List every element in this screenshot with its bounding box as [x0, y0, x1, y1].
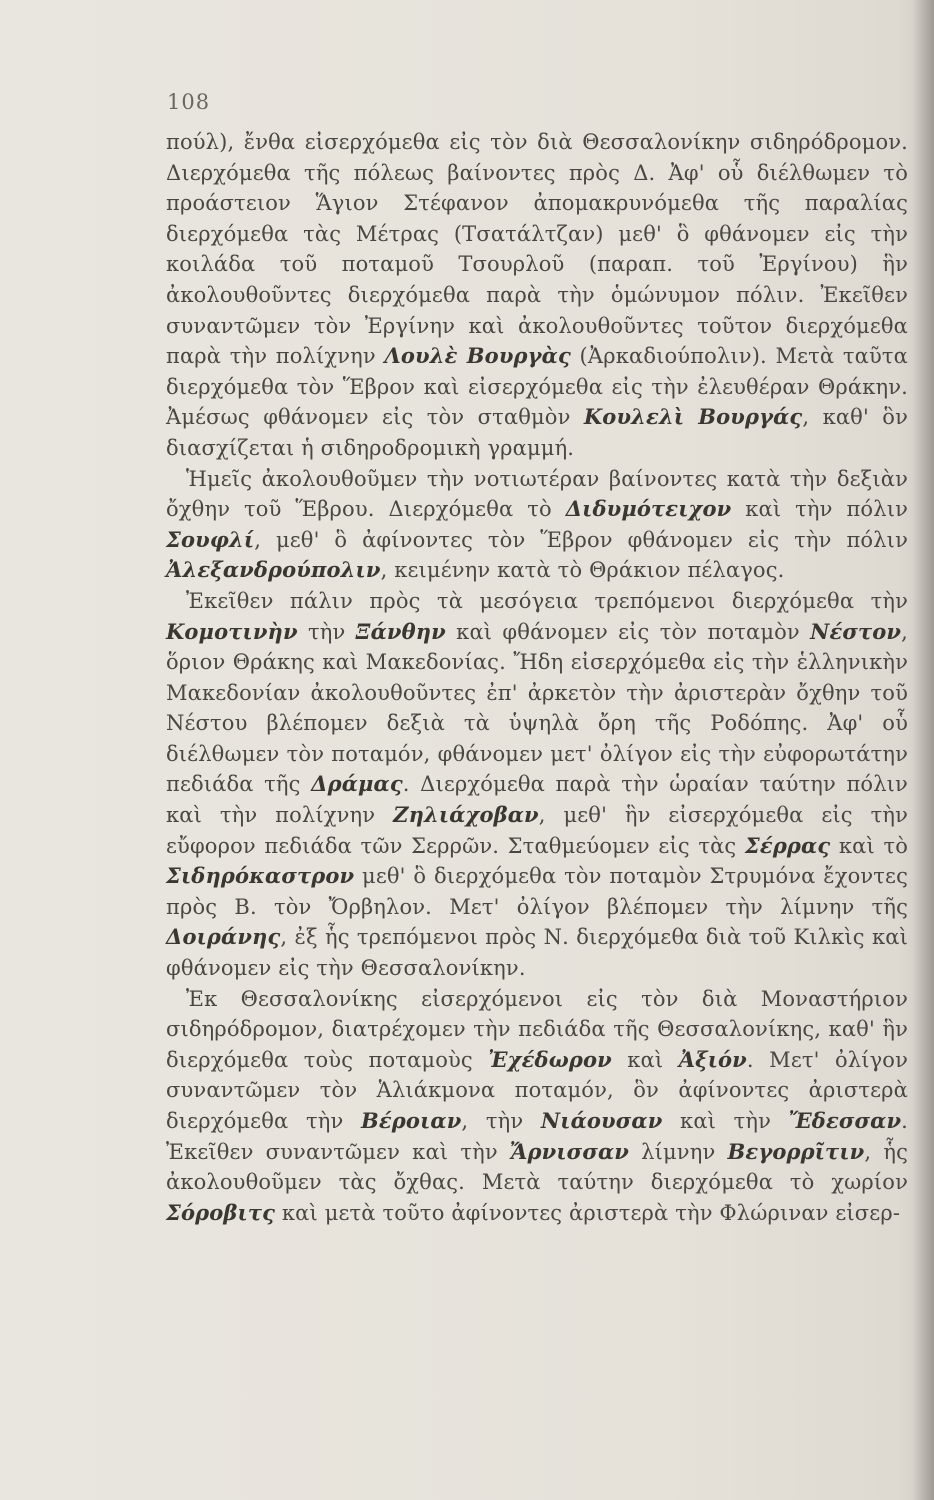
paragraph	[166, 127, 908, 464]
place-name: Κομοτινὴν	[166, 618, 298, 644]
text-run: , τὴν	[461, 1109, 541, 1133]
text-run: καὶ τὴν	[662, 1109, 789, 1133]
place-name: Σέρρας	[744, 832, 831, 858]
text-run: Ἐκ Θεσσαλονίκης εἰσερχόμενοι εἰς τὸν διὰ Μοναστήριον σιδηρόδρομον, διατρέχομεν τὴν πεδιάδα τῆς Θεσσαλονίκης, καθ' ἣν διερχόμεθα τοὺς ποταμοὺς	[166, 986, 908, 1072]
text-run: , ὅριον Θράκης καὶ Μακεδονίας. Ἤδη εἰσερχόμεθα εἰς τὴν ἑλληνικὴν Μακεδονίαν ἀκολουθοῦντες ἐπ' ἀρκετὸν τὴν ἀριστερὰν ὄχθην τοῦ Νέστου βλέπομεν δεξιὰ τὰ ὑψηλὰ ὄρη τῆς Ροδόπης. Ἀφ' οὗ διέλθωμεν τὸν ποταμόν, φθάνομεν μετ' ὀλίγον εἰς τὴν εὐφορωτάτην πεδιάδα τῆς	[166, 619, 908, 797]
place-name: Βέροιαν	[360, 1108, 462, 1133]
text-run: τὴν	[297, 619, 356, 644]
place-name: Ξάνθην	[355, 618, 446, 644]
place-name: Ἐχέδωρον	[488, 1046, 612, 1072]
place-name: Νιάουσαν	[540, 1108, 663, 1133]
place-name: Ἄρνισσαν	[509, 1138, 629, 1164]
text-run: . Ἐκεῖθεν συναντῶμεν καὶ τὴν	[166, 1109, 908, 1164]
place-name: Σουφλί	[166, 526, 255, 552]
page-number: 108	[167, 90, 211, 114]
place-name: Δράμας	[311, 771, 403, 797]
place-name: Σόροβιτς	[166, 1199, 276, 1225]
paragraph	[166, 586, 908, 984]
place-name: Βεγορρῖτιν	[727, 1138, 865, 1164]
text-run: καὶ μετὰ τοῦτο ἀφίνοντες ἀριστερὰ τὴν Φλώριναν εἰσερ-	[275, 1200, 901, 1225]
page-edge-shadow	[912, 0, 934, 1500]
text-run: λίμνην	[628, 1139, 728, 1164]
place-name: Νέστον	[810, 618, 902, 644]
text-run: , ἧς ἀκολουθοῦμεν τὰς ὄχθας. Μετὰ ταύτην διερχόμεθα τὸ χωρίον	[166, 1139, 909, 1195]
place-name: Διδυμότειχον	[565, 496, 732, 522]
body-text	[166, 127, 908, 1228]
place-name: Ἔδεσσαν	[788, 1108, 902, 1133]
text-run: , ἐξ ἧς τρεπόμενοι πρὸς Ν. διερχόμεθα διὰ τοῦ Κιλκὶς καὶ φθάνομεν εἰς τὴν Θεσσαλονίκην.	[166, 925, 908, 981]
text-run: Ἐκεῖθεν πάλιν πρὸς τὰ μεσόγεια τρεπόμενοι διερχόμεθα τὴν	[186, 588, 908, 613]
text-run: . Διερχόμεθα παρὰ τὴν ὡραίαν ταύτην πόλιν καὶ τὴν πολίχνην	[166, 772, 908, 828]
text-run: , καθ' ὃν διασχίζεται ἡ σιδηροδρομικὴ γραμμή.	[166, 405, 909, 460]
text-run: πούλ), ἔνθα εἰσερχόμεθα εἰς τὸν διὰ Θεσσαλονίκην σιδηρόδρομον. Διερχόμεθα τῆς πόλεως βαίνοντες πρὸς Δ. Ἀφ' οὗ διέλθωμεν τὸ προάστειον Ἅγιον Στέφανον ἀπομακρυνόμεθα τῆς παραλίας διερχόμεθα τὰς Μέτρας (Τσατάλτζαν) μεθ' ὃ φθάνομεν εἰς τὴν κοιλάδα τοῦ ποταμοῦ Τσουρλοῦ (παραπ. τοῦ Ἐργίνου) ἣν ἀκολουθοῦντες διερχόμεθα παρὰ τὴν ὁμώνυμον πόλιν. Ἐκεῖθεν συναντῶμεν τὸν Ἐργίνην καὶ ἀκολουθοῦντες τοῦτον διερχόμεθα παρὰ τὴν πολίχνην	[166, 130, 908, 369]
text-run: καὶ τὸ	[830, 833, 909, 858]
text-run: καὶ φθάνομεν εἰς τὸν ποταμὸν	[445, 619, 811, 644]
paragraph	[166, 464, 908, 586]
text-run: Ἡμεῖς ἀκολουθοῦμεν τὴν νοτιωτέραν βαίνοντες κατὰ τὴν δεξιὰν ὄχθην τοῦ Ἕβρου. Διερχόμεθα τὸ	[166, 466, 908, 522]
text-run: , κειμένην κατὰ τὸ Θράκιον πέλαγος.	[380, 558, 785, 583]
text-run: . Μετ' ὀλίγον συναντῶμεν τὸν Ἁλιάκμονα ποταμόν, ὃν ἀφίνοντες ἀριστερὰ διερχόμεθα τὴν	[166, 1047, 909, 1133]
text-run: (Ἀρκαδιούπολιν). Μετὰ ταῦτα διερχόμεθα τὸν Ἕβρον καὶ εἰσερχόμεθα εἰς τὴν ἐλευθέραν Θράκην. Ἀμέσως φθάνομεν εἰς τὸν σταθμὸν	[166, 344, 908, 430]
text-run: καὶ τὴν πόλιν	[731, 497, 908, 522]
text-run: μεθ' ὃ διερχόμεθα τὸν ποταμὸν Στρυμόνα ἔχοντες πρὸς Β. τὸν Ὄρβηλον. Μετ' ὀλίγον βλέπομεν τὴν λίμνην τῆς	[166, 864, 908, 919]
place-name: Δοιράνης	[166, 924, 281, 950]
place-name: Ἀξιόν	[678, 1046, 747, 1072]
place-name: Ἀλεξανδρούπολιν	[166, 557, 381, 583]
place-name: Λουλὲ Βουργὰς	[384, 343, 571, 369]
place-name: Ζηλιάχοβαν	[393, 802, 539, 828]
text-run: καὶ	[611, 1047, 679, 1072]
text-run: , μεθ' ἣν εἰσερχόμεθα εἰς τὴν εὔφορον πεδιάδα τῶν Σερρῶν. Σταθμεύομεν εἰς τὰς	[166, 803, 908, 858]
paragraph	[166, 984, 908, 1229]
place-name: Σιδηρόκαστρον	[166, 863, 355, 889]
text-run: , μεθ' ὃ ἀφίνοντες τὸν Ἕβρον φθάνομεν εἰς τὴν πόλιν	[254, 527, 908, 552]
place-name: Κουλελὶ Βουργάς	[583, 404, 803, 430]
